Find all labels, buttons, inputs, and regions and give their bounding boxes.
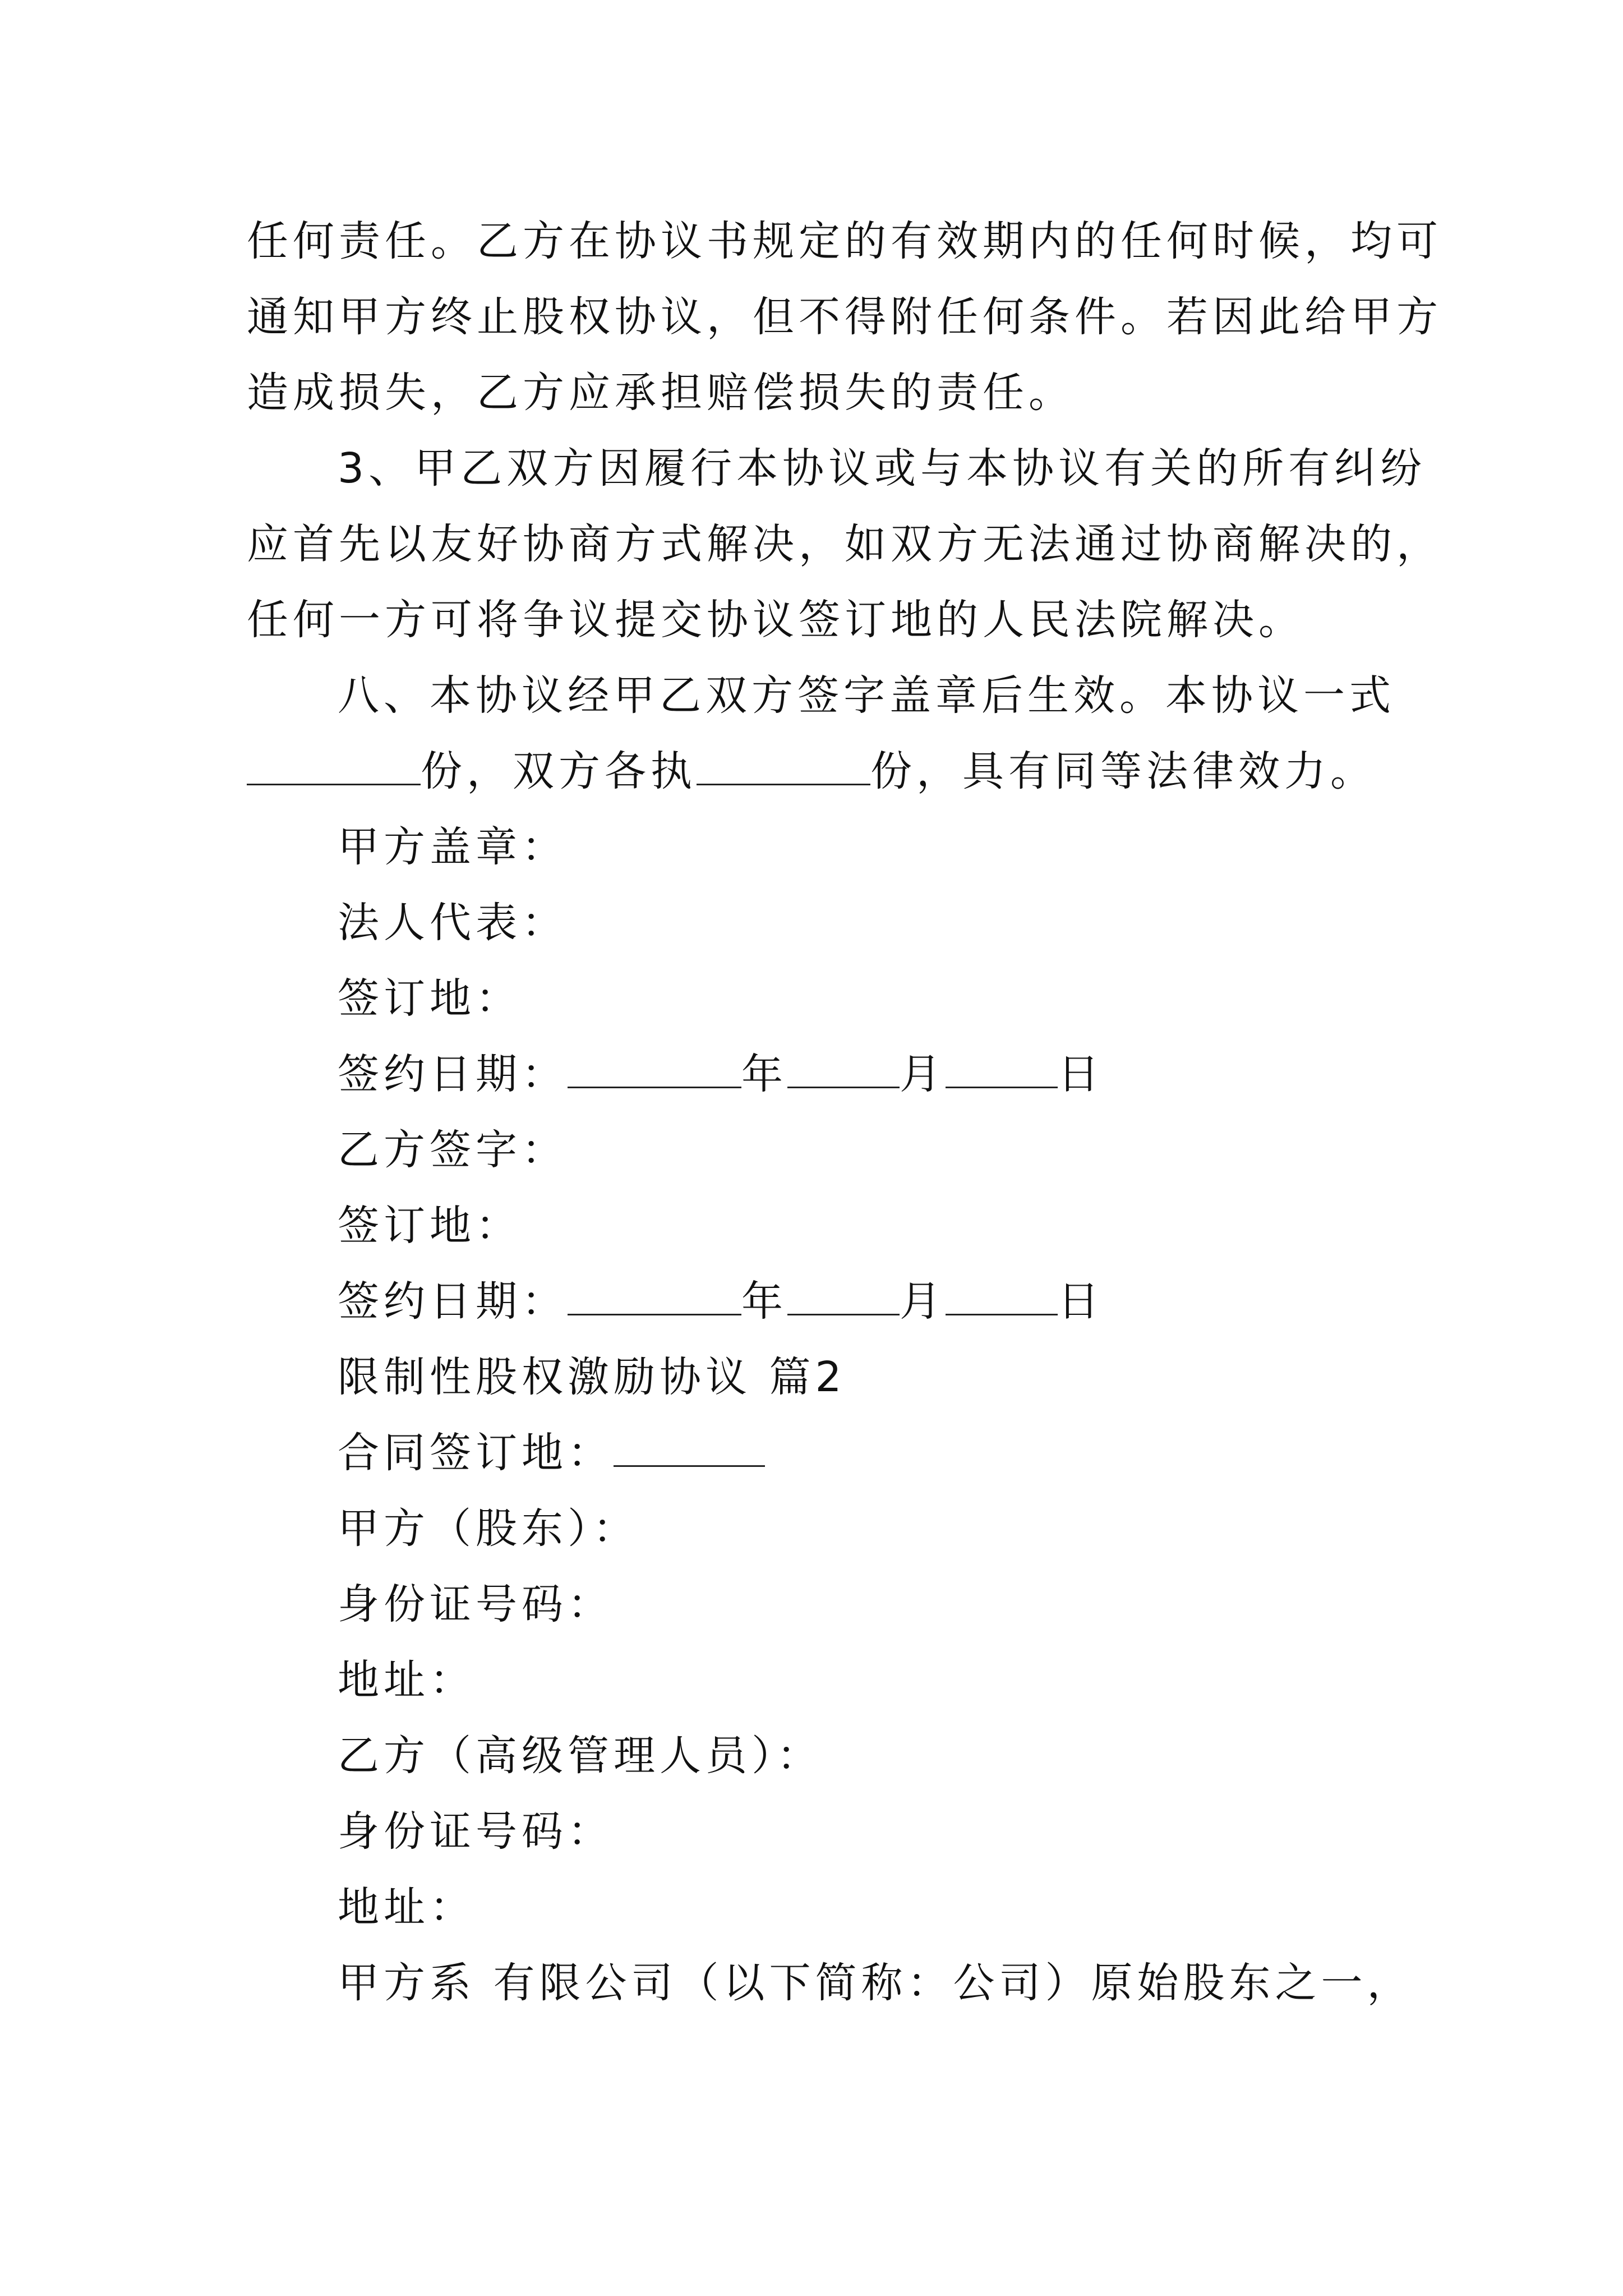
text-line: 应首先以友好协商方式解决，如双方无法通过协商解决的，: [247, 520, 1442, 568]
party-a-seal-label: 甲方盖章：: [338, 823, 568, 871]
text-line: 八、本协议经甲乙双方签字盖章后生效。本协议一式: [338, 671, 1395, 720]
copies-total-blank[interactable]: [247, 744, 421, 785]
day-label: 日: [1058, 1277, 1104, 1326]
day-label: 日: [1058, 1050, 1104, 1098]
date-label: 签约日期：: [338, 1277, 568, 1326]
contract-place-line: [338, 1425, 765, 1481]
party-a-place-label: 签订地：: [338, 974, 522, 1023]
month-label: 月: [900, 1277, 946, 1326]
intro-text: 甲方系 有限公司（以下简称：公司）原始股东之一，: [338, 1959, 1413, 2007]
party-a-address-label: 地址：: [338, 1656, 476, 1704]
copies-text: 份，双方各执: [421, 747, 697, 795]
year-label: 年: [741, 1277, 787, 1326]
party-b-address-label: 地址：: [338, 1883, 476, 1931]
party-b-label: 乙方（高级管理人员）：: [338, 1732, 823, 1780]
day-blank[interactable]: [946, 1274, 1058, 1315]
section-title: 限制性股权激励协议 篇2: [338, 1353, 846, 1401]
year-blank[interactable]: [568, 1274, 741, 1315]
text-line: 造成损失，乙方应承担赔偿损失的责任。: [247, 369, 1075, 417]
copies-end-text: 份，具有同等法律效力。: [870, 747, 1376, 795]
text-line: 通知甲方终止股权协议，但不得附任何条件。若因此给甲方: [247, 293, 1442, 341]
contract-place-label: 合同签订地：: [338, 1429, 614, 1477]
text-line: 3、甲乙双方因履行本协议或与本协议有关的所有纠纷: [338, 444, 1427, 493]
contract-place-blank[interactable]: [614, 1426, 765, 1467]
text-line: 任何责任。乙方在协议书规定的有效期内的任何时候，均可: [247, 217, 1442, 265]
legal-rep-label: 法人代表：: [338, 899, 568, 947]
party-b-place-label: 签订地：: [338, 1202, 522, 1250]
copies-each-blank[interactable]: [697, 744, 870, 785]
day-blank[interactable]: [946, 1047, 1058, 1088]
party-a-date-line: [338, 1046, 1104, 1102]
party-b-sign-label: 乙方签字：: [338, 1126, 568, 1174]
year-label: 年: [741, 1050, 787, 1098]
date-label: 签约日期：: [338, 1050, 568, 1098]
party-a-label: 甲方（股东）：: [338, 1504, 639, 1553]
month-blank[interactable]: [787, 1274, 900, 1315]
party-b-date-line: [338, 1273, 1104, 1329]
month-blank[interactable]: [787, 1047, 900, 1088]
party-b-id-label: 身份证号码：: [338, 1807, 614, 1856]
month-label: 月: [900, 1050, 946, 1098]
year-blank[interactable]: [568, 1047, 741, 1088]
copies-line: [247, 743, 1376, 799]
text-line: 任何一方可将争议提交协议签订地的人民法院解决。: [247, 596, 1304, 644]
party-a-id-label: 身份证号码：: [338, 1580, 614, 1628]
